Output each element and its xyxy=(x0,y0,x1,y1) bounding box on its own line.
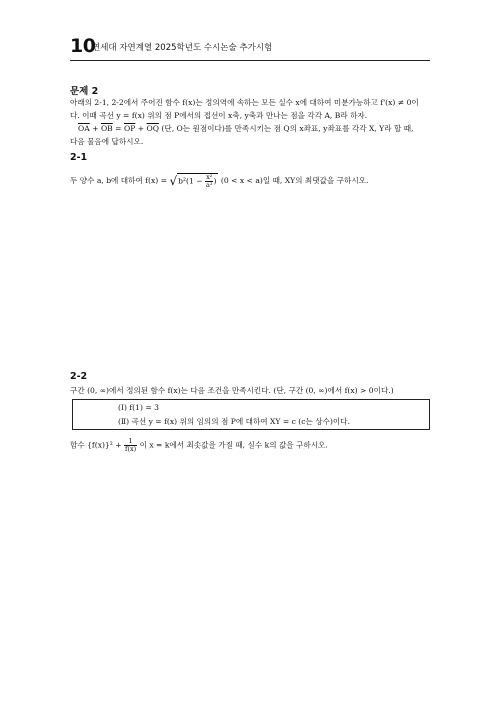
vector-oq: $\overline{OQ}$ xyxy=(146,124,159,133)
vector-ob: $\overline{OB}$ xyxy=(100,124,113,133)
fraction-one-over-f xyxy=(124,438,137,453)
sqrt-body: b²(1 − $\frac{\text{x²}}{\text{a²}}$ ) xyxy=(178,173,217,189)
intro-line-1: 아래의 2-1, 2-2에서 주어진 함수 f(x)는 정의역에 속하는 모든 실수 x에 대하여 미분가능하고 f'(x) ≠ 0이 xyxy=(70,98,419,107)
frac-numerator: x² xyxy=(206,173,213,181)
question-after: 이 x = k에서 최솟값을 가질 때, 실수 k의 값을 구하시오. xyxy=(139,440,328,450)
q-frac-numerator: 1 xyxy=(124,438,137,446)
one-minus: 1 − xyxy=(188,176,203,186)
sqrt-symbol: √ xyxy=(169,174,178,188)
intro-line-3-text: (단, O는 원점이다)를 만족시키는 점 Q의 x좌표, y좌표를 각각 X, Y라 할 때, xyxy=(161,124,414,133)
sub2-question xyxy=(70,438,328,453)
condition-1: (Ⅰ) f(1) = 3 xyxy=(118,403,159,412)
page-number: 10 xyxy=(70,35,96,57)
page-header-title: 연세대 자연계열 2025학년도 수시논술 추가시험 xyxy=(92,43,273,53)
sub1-domain: (0 < x < a)일 때, XY의 최댓값을 구하시오. xyxy=(220,176,369,185)
condition-2: (Ⅱ) 곡선 y = f(x) 위의 임의의 점 P에 대하여 XY = c (c는 상수)이다. xyxy=(118,417,350,426)
frac-denominator: a² xyxy=(206,181,213,189)
sub1-text-before: 두 양수 a, b에 대하여 f(x) = xyxy=(70,176,168,185)
vector-plus-1: + xyxy=(92,124,99,133)
fraction-x2-a2 xyxy=(205,174,213,189)
problem-heading: 문제 2 xyxy=(70,86,99,97)
question-before: 함수 {f(x)}² + xyxy=(70,440,122,450)
sub2-intro: 구간 (0, ∞)에서 정의된 함수 f(x)는 다음 조건을 만족시킨다. (단, 구간 (0, ∞)에서 f(x) > 0이다.) xyxy=(70,386,394,395)
header-rule xyxy=(70,60,430,61)
sub2-label: 2-2 xyxy=(70,371,88,382)
vector-plus-2: + xyxy=(137,124,145,133)
vector-op: $\overline{OP}$ xyxy=(123,124,136,133)
vector-oa: $\overline{OA}$ xyxy=(78,124,90,133)
sqrt-b2: b² xyxy=(178,176,186,186)
sub1-label: 2-1 xyxy=(70,152,88,163)
intro-line-2: 다. 이때 곡선 y = f(x) 위의 점 P에서의 접선이 x축, y축과 만나는 점을 각각 A, B라 하자. xyxy=(70,111,368,120)
sub1-statement xyxy=(70,173,368,189)
intro-line-4: 다음 물음에 답하시오. xyxy=(70,137,144,146)
q-frac-denominator: f(x) xyxy=(125,445,137,453)
vector-equals: = xyxy=(115,124,122,133)
intro-line-3 xyxy=(78,124,413,134)
